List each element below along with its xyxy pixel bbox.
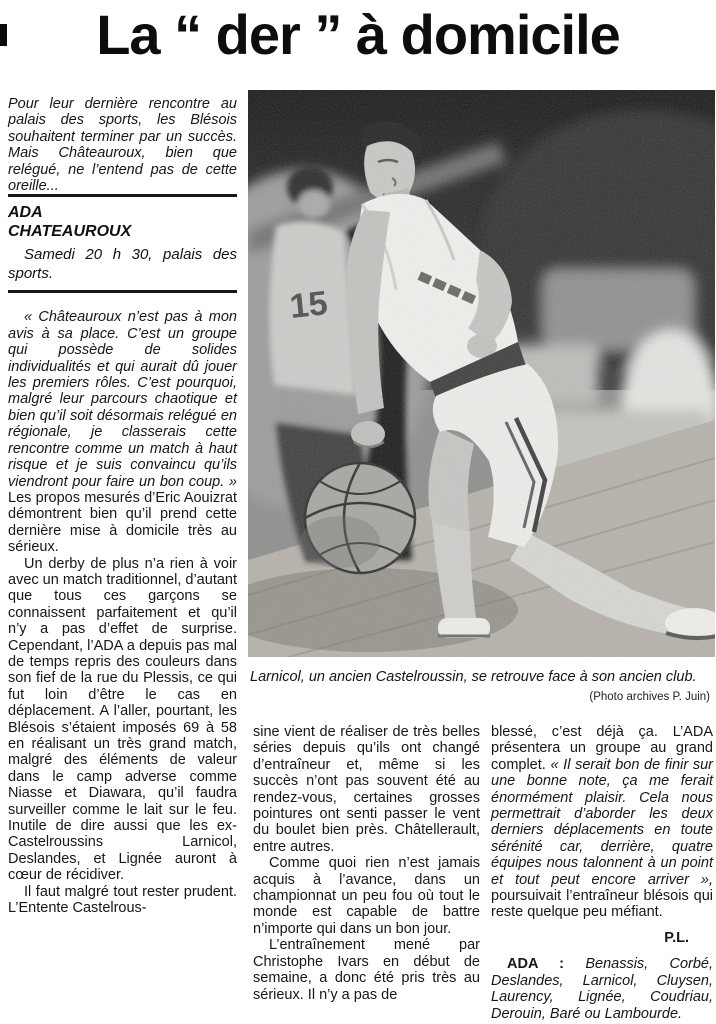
caption-text: Larnicol, un ancien Castelroussin, se retrouve face à son ancien club. <box>250 669 697 685</box>
intro-paragraph: Pour leur dernière rencontre au palais des sports, les Blésois souhaitent terminer par un succès. Mais Châteauroux, bien que relégué, ne l’entend pas de cette oreille... <box>8 96 237 195</box>
quote-attribution: Les propos mesurés d’Eric Aouizrat démontrent bien qu’il prend cette dernière mise à domicile très au sérieux. <box>8 489 237 556</box>
team-roster <box>491 956 713 1022</box>
quote-attribution: poursuivait l’entraîneur blésois qui reste quelque peu méfiant. <box>491 888 713 921</box>
article-photo <box>248 90 715 657</box>
headline: La “ der ” à domicile <box>96 3 620 66</box>
article-paragraph <box>491 724 713 921</box>
roster-label: ADA : <box>507 956 565 973</box>
photo-credit: (Photo archives P. Juin) <box>589 691 710 703</box>
article-paragraph: L’entraînement mené par Christophe Ivars en début de semaine, a donc été pris très au sérieux. Il n’y a pas de <box>253 937 480 1003</box>
article-paragraph: Un derby de plus n’a rien à voir avec un match traditionnel, d’autant que tous ces garçons se connaissent parfaitement et qu’il n’y a pas d’effet de surprise. Cependant, l’ADA a depuis pas mal de temps repris des couleurs dans son fief de la rue du Plessis, ce qui fut loin d’être le cas en déplacement. A l’aller, pourtant, les Blésois s’étaient imposés 69 à 58 en réalisant un très grand match, malgré des éléments de valeur dans le camp adverse comme Niasse et Diawara, qu’il faudra surveiller comme le lait sur le feu. Inutile de dire aussi que les ex-Castelroussins Larnicol, Deslandes, et Lignée auront à cœur de récidiver. <box>8 555 237 884</box>
infobox-team-line1: ADA <box>8 204 43 222</box>
article-paragraph: Comme quoi rien n’est jamais acquis à l’avance, dans un championnat un peu fou où tout le monde est capable de battre n’importe qui dans un bon jour. <box>253 855 480 937</box>
middle-column <box>253 724 480 1003</box>
coach-quote: « Châteauroux n’est pas à mon avis à sa place. C’est un groupe qui possède de solides individualités et qui aurait dû jouer les premiers rôles. C’est pourquoi, malgré leur parcours chaotique et bien qu’il soit désormais relégué en régionale, je classerais cette rencontre comme un match à haut risque et je suis convaincu qu’ils viendront pour faire un bon coup. » <box>8 309 237 490</box>
photo-caption <box>250 667 712 703</box>
match-infobox <box>8 194 237 293</box>
author-initials: P.L. <box>664 929 689 946</box>
coach-quote: « Il serait bon de finir sur une bonne note, ça me ferait énormément plaisir. Cela nous permettrait d’aborder les deux derniers déplacements en toute sérénité car, derrière, quatre équipes nous talonnent à un point et tout peut encore arriver », <box>491 756 713 888</box>
right-column <box>491 724 713 1022</box>
photo-grain-overlay <box>248 90 715 657</box>
paragraph-start: blessé, c’est déjà ça. L’ADA présentera un groupe au grand complet. <box>491 724 713 773</box>
infobox-schedule: Samedi 20 h 30, palais des sports. <box>8 246 237 283</box>
infobox-team-line2: CHATEAUROUX <box>8 223 132 241</box>
article-paragraph: Il faut malgré tout rester prudent. L’Entente Castelrous- <box>8 883 237 917</box>
article-paragraph: sine vient de réaliser de très belles séries depuis qu’ils ont changé d’entraîneur et, même si les succès n’ont pas souvent été au rendez-vous, certaines grosses pointures ont senti passer le vent du boulet bien près. Châtellerault, entre autres. <box>253 724 480 855</box>
basketball-photo-illustration <box>248 90 715 657</box>
roster-names: Benassis, Corbé, Deslandes, Larnicol, Cluysen, Laurency, Lignée, Coudriau, Derouin, Baré ou Lambourde. <box>491 956 714 1022</box>
left-column <box>8 96 237 916</box>
article-paragraph <box>8 309 237 555</box>
